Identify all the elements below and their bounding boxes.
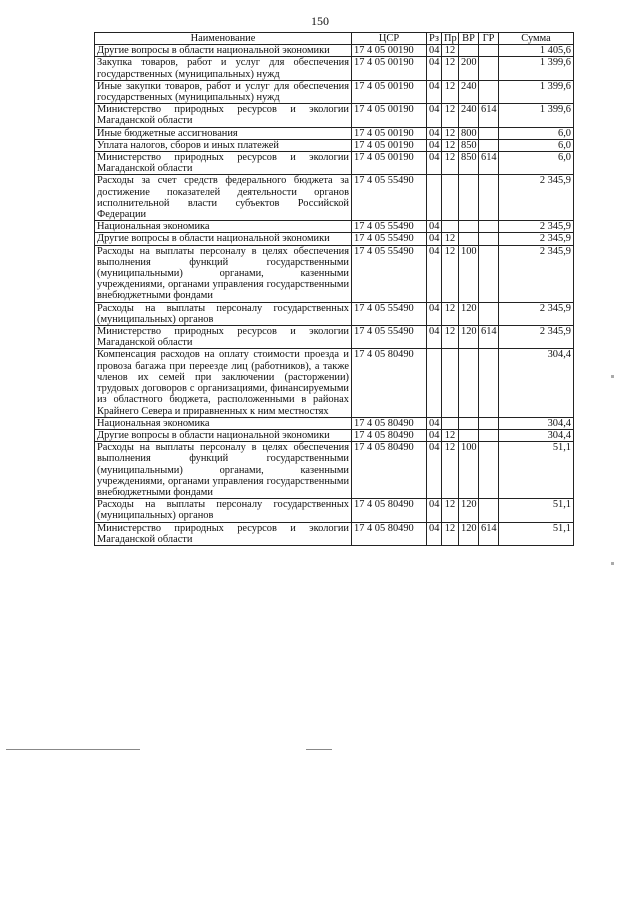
row-gr: [479, 417, 499, 429]
row-name: Министерство природных ресурсов и экологии Магаданской области: [95, 522, 352, 545]
row-csr: 17 4 05 00190: [352, 139, 427, 151]
row-rz: 04: [427, 127, 442, 139]
row-rz: 04: [427, 417, 442, 429]
row-sum: 304,4: [499, 417, 574, 429]
table-row: [95, 326, 574, 349]
table-row: [95, 349, 574, 417]
row-csr: 17 4 05 55490: [352, 245, 427, 302]
row-gr: [479, 349, 499, 417]
row-sum: 1 399,6: [499, 104, 574, 127]
row-sum: 1 399,6: [499, 80, 574, 103]
table-row: [95, 57, 574, 80]
row-name: Уплата налогов, сборов и иных платежей: [95, 139, 352, 151]
table-row: [95, 245, 574, 302]
row-csr: 17 4 05 80490: [352, 417, 427, 429]
header-pr: Пр: [442, 33, 459, 45]
table-row: [95, 302, 574, 325]
row-csr: 17 4 05 80490: [352, 522, 427, 545]
row-vr: [459, 45, 479, 57]
row-gr: 614: [479, 326, 499, 349]
row-pr: 12: [442, 80, 459, 103]
row-pr: 12: [442, 152, 459, 175]
row-vr: [459, 175, 479, 221]
footer-rule-left: [6, 749, 140, 750]
row-name: Иные бюджетные ассигнования: [95, 127, 352, 139]
table-row: [95, 139, 574, 151]
row-name: Национальная экономика: [95, 417, 352, 429]
row-vr: 850: [459, 152, 479, 175]
row-pr: 12: [442, 57, 459, 80]
table-row: [95, 104, 574, 127]
row-sum: 1 399,6: [499, 57, 574, 80]
scan-mark: [611, 375, 614, 378]
row-name: Другие вопросы в области национальной экономики: [95, 45, 352, 57]
row-name: Министерство природных ресурсов и экологии Магаданской области: [95, 326, 352, 349]
row-pr: 12: [442, 522, 459, 545]
row-sum: 1 405,6: [499, 45, 574, 57]
row-gr: [479, 139, 499, 151]
row-rz: 04: [427, 221, 442, 233]
row-vr: 120: [459, 499, 479, 522]
table-row: [95, 233, 574, 245]
scan-mark: [611, 562, 614, 565]
row-name: Расходы на выплаты персоналу государственных (муниципальных) органов: [95, 499, 352, 522]
row-vr: [459, 429, 479, 441]
row-vr: 100: [459, 245, 479, 302]
row-pr: 12: [442, 302, 459, 325]
table-row: [95, 152, 574, 175]
row-vr: 800: [459, 127, 479, 139]
row-rz: 04: [427, 442, 442, 499]
row-vr: 200: [459, 57, 479, 80]
table-row: [95, 429, 574, 441]
row-rz: 04: [427, 45, 442, 57]
row-sum: 6,0: [499, 139, 574, 151]
row-gr: [479, 499, 499, 522]
row-rz: 04: [427, 499, 442, 522]
row-gr: [479, 245, 499, 302]
row-sum: 6,0: [499, 127, 574, 139]
row-vr: 240: [459, 104, 479, 127]
row-rz: 04: [427, 233, 442, 245]
row-rz: [427, 175, 442, 221]
row-name: Расходы на выплаты персоналу в целях обеспечения выполнения функций государственными (муниципальными) органами, казенными учреждениями, органами управления государственными внебюджетными фондами: [95, 245, 352, 302]
row-pr: 12: [442, 499, 459, 522]
row-rz: 04: [427, 429, 442, 441]
row-vr: 100: [459, 442, 479, 499]
row-pr: [442, 417, 459, 429]
row-pr: 12: [442, 326, 459, 349]
row-rz: [427, 349, 442, 417]
row-rz: 04: [427, 152, 442, 175]
table-row: [95, 45, 574, 57]
table-header-row: [95, 33, 574, 45]
table-row: [95, 442, 574, 499]
row-vr: [459, 221, 479, 233]
row-csr: 17 4 05 00190: [352, 104, 427, 127]
row-gr: [479, 175, 499, 221]
row-sum: 2 345,9: [499, 233, 574, 245]
row-sum: 2 345,9: [499, 326, 574, 349]
row-vr: [459, 349, 479, 417]
row-rz: 04: [427, 302, 442, 325]
row-csr: 17 4 05 80490: [352, 429, 427, 441]
row-pr: 12: [442, 245, 459, 302]
table-row: [95, 127, 574, 139]
row-csr: 17 4 05 55490: [352, 175, 427, 221]
header-sum: Сумма: [499, 33, 574, 45]
row-pr: 12: [442, 442, 459, 499]
row-gr: [479, 221, 499, 233]
row-csr: 17 4 05 80490: [352, 499, 427, 522]
row-vr: [459, 417, 479, 429]
row-csr: 17 4 05 00190: [352, 80, 427, 103]
row-name: Министерство природных ресурсов и экологии Магаданской области: [95, 152, 352, 175]
row-sum: 2 345,9: [499, 245, 574, 302]
footer-rule-right: [306, 749, 332, 750]
row-gr: [479, 233, 499, 245]
row-pr: 12: [442, 233, 459, 245]
row-rz: 04: [427, 104, 442, 127]
table-row: [95, 499, 574, 522]
row-rz: 04: [427, 522, 442, 545]
table-row: [95, 522, 574, 545]
row-sum: 2 345,9: [499, 175, 574, 221]
row-sum: 6,0: [499, 152, 574, 175]
row-vr: 240: [459, 80, 479, 103]
row-gr: [479, 302, 499, 325]
row-gr: [479, 45, 499, 57]
row-pr: [442, 221, 459, 233]
row-gr: [479, 429, 499, 441]
row-csr: 17 4 05 00190: [352, 127, 427, 139]
header-vr: ВР: [459, 33, 479, 45]
row-rz: 04: [427, 245, 442, 302]
row-csr: 17 4 05 00190: [352, 57, 427, 80]
table-row: [95, 80, 574, 103]
row-csr: 17 4 05 55490: [352, 233, 427, 245]
row-sum: 51,1: [499, 442, 574, 499]
row-pr: 12: [442, 45, 459, 57]
row-sum: 2 345,9: [499, 221, 574, 233]
row-vr: 120: [459, 326, 479, 349]
row-pr: [442, 349, 459, 417]
row-sum: 51,1: [499, 522, 574, 545]
row-gr: [479, 57, 499, 80]
row-gr: [479, 442, 499, 499]
header-rz: Рз: [427, 33, 442, 45]
row-name: Расходы на выплаты персоналу в целях обеспечения выполнения функций государственными (муниципальными) органами, казенными учреждениями, органами управления государственными внебюджетными фондами: [95, 442, 352, 499]
row-csr: 17 4 05 00190: [352, 152, 427, 175]
row-rz: 04: [427, 326, 442, 349]
row-sum: 304,4: [499, 429, 574, 441]
row-pr: 12: [442, 104, 459, 127]
row-gr: [479, 80, 499, 103]
header-gr: ГР: [479, 33, 499, 45]
row-pr: 12: [442, 127, 459, 139]
row-gr: [479, 127, 499, 139]
header-name: Наименование: [95, 33, 352, 45]
row-rz: 04: [427, 80, 442, 103]
page-number: 150: [311, 14, 329, 28]
budget-table: [94, 32, 574, 546]
row-name: Другие вопросы в области национальной экономики: [95, 233, 352, 245]
row-vr: 850: [459, 139, 479, 151]
row-gr: 614: [479, 152, 499, 175]
row-sum: 51,1: [499, 499, 574, 522]
table-row: [95, 417, 574, 429]
row-csr: 17 4 05 55490: [352, 221, 427, 233]
row-pr: 12: [442, 429, 459, 441]
row-vr: 120: [459, 522, 479, 545]
row-csr: 17 4 05 80490: [352, 349, 427, 417]
row-name: Расходы за счет средств федерального бюджета за достижение показателей деятельности органов исполнительной власти субъектов Российской Федерации: [95, 175, 352, 221]
row-name: Иные закупки товаров, работ и услуг для обеспечения государственных (муниципальных) нужд: [95, 80, 352, 103]
row-rz: 04: [427, 139, 442, 151]
row-vr: [459, 233, 479, 245]
table-row: [95, 175, 574, 221]
row-name: Компенсация расходов на оплату стоимости проезда и провоза багажа при переезде лиц (работников), а также членов их семей при заключении (расторжении) трудовых договоров с организациями, финансируемыми из областного бюджета, расположенными в районах Крайнего Севера и приравненных к ним местностях: [95, 349, 352, 417]
row-csr: 17 4 05 80490: [352, 442, 427, 499]
row-sum: 304,4: [499, 349, 574, 417]
row-pr: 12: [442, 139, 459, 151]
row-vr: 120: [459, 302, 479, 325]
row-name: Расходы на выплаты персоналу государственных (муниципальных) органов: [95, 302, 352, 325]
row-name: Другие вопросы в области национальной экономики: [95, 429, 352, 441]
row-gr: 614: [479, 104, 499, 127]
row-pr: [442, 175, 459, 221]
table-row: [95, 221, 574, 233]
row-csr: 17 4 05 00190: [352, 45, 427, 57]
header-csr: ЦСР: [352, 33, 427, 45]
row-csr: 17 4 05 55490: [352, 302, 427, 325]
row-gr: 614: [479, 522, 499, 545]
row-sum: 2 345,9: [499, 302, 574, 325]
row-name: Закупка товаров, работ и услуг для обеспечения государственных (муниципальных) нужд: [95, 57, 352, 80]
row-rz: 04: [427, 57, 442, 80]
row-name: Национальная экономика: [95, 221, 352, 233]
row-csr: 17 4 05 55490: [352, 326, 427, 349]
row-name: Министерство природных ресурсов и экологии Магаданской области: [95, 104, 352, 127]
